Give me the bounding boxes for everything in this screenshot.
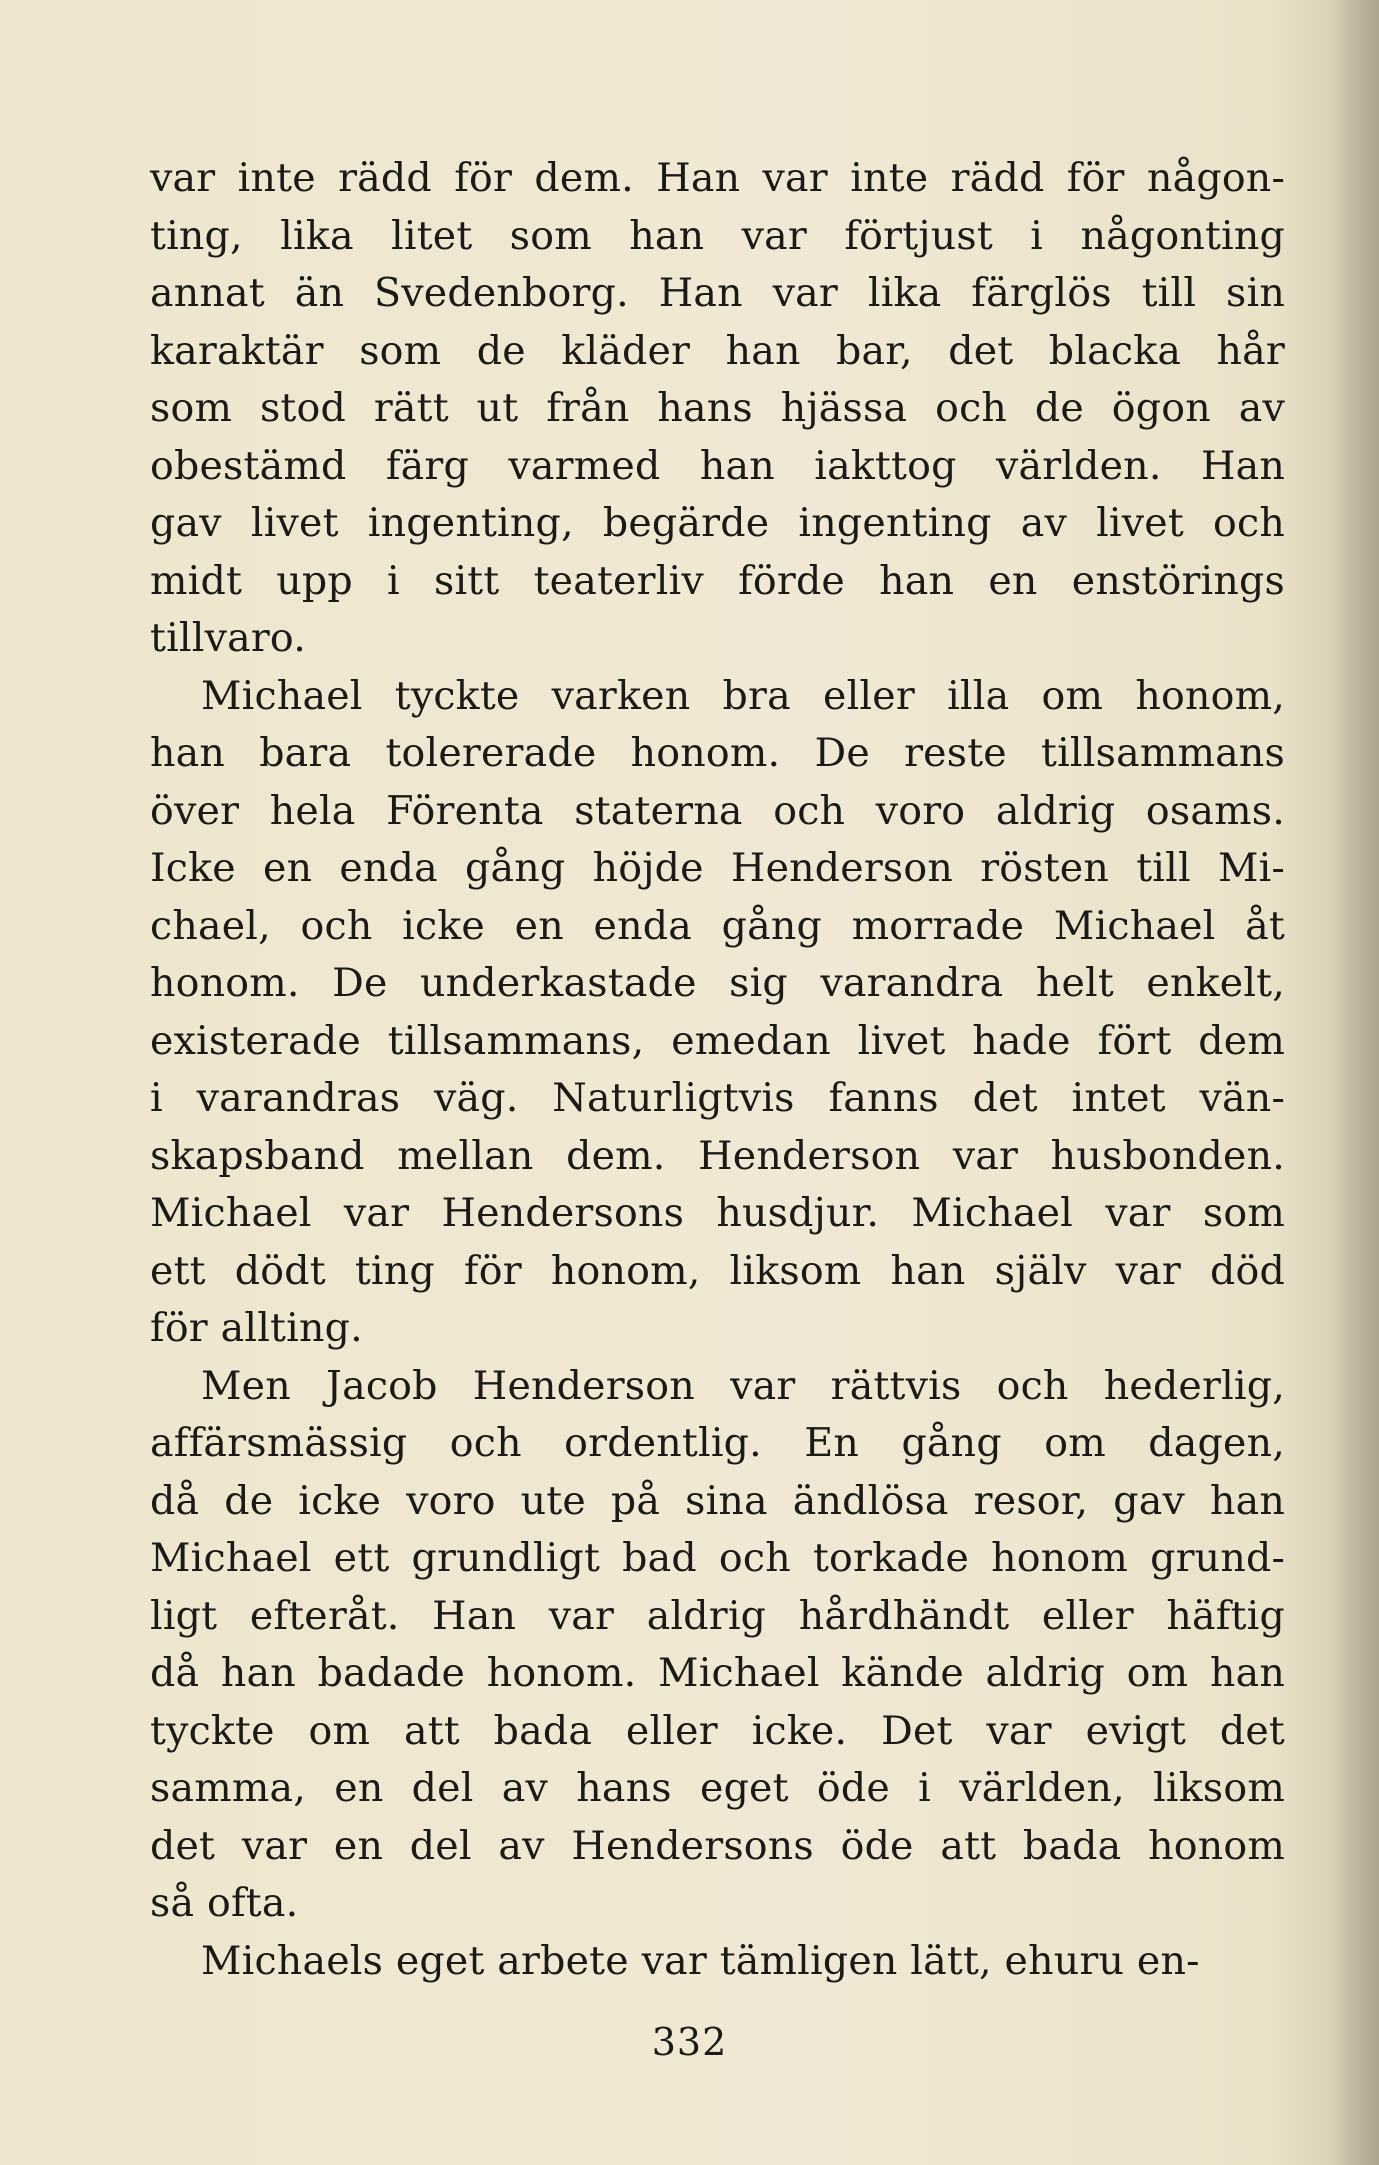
text-line: då de icke voro ute på sina ändlösa resor, gav han <box>150 1477 1285 1524</box>
paragraph <box>150 1358 1285 1933</box>
text-line: ting, lika litet som han var förtjust i någonting <box>150 212 1285 259</box>
text-line: det var en del av Hendersons öde att bada honom <box>150 1822 1285 1869</box>
body-text <box>150 150 1285 1990</box>
text-line: honom. De underkastade sig varandra helt enkelt, <box>150 960 1285 1006</box>
paragraph <box>150 150 1285 668</box>
text-line: i varandras väg. Naturligtvis fanns det intet vän- <box>150 1075 1285 1121</box>
paragraph <box>150 1933 1285 1991</box>
text-line: Michaels eget arbete var tämligen lätt, ehuru en- <box>201 1937 1200 1984</box>
text-line: Michael tyckte varken bra eller illa om honom, <box>201 672 1285 719</box>
text-line: obestämd färg varmed han iakttog världen. Han <box>150 442 1285 489</box>
page-gutter-shadow <box>1331 0 1379 2165</box>
text-line: Men Jacob Henderson var rättvis och hederlig, <box>201 1362 1285 1409</box>
text-line: han bara tolererade honom. De reste tillsammans <box>150 730 1285 776</box>
text-line: för allting. <box>150 1305 363 1351</box>
text-line: annat än Svedenborg. Han var lika färglös till sin <box>150 270 1285 316</box>
text-line: var inte rädd för dem. Han var inte rädd för någon- <box>150 155 1285 201</box>
text-line: existerade tillsammans, emedan livet hade fört dem <box>150 1017 1285 1064</box>
text-line: över hela Förenta staterna och voro aldrig osams. <box>150 787 1285 834</box>
text-line: chael, och icke en enda gång morrade Michael åt <box>150 902 1285 949</box>
text-line: Icke en enda gång höjde Henderson rösten till Mi- <box>150 845 1285 891</box>
text-line: som stod rätt ut från hans hjässa och de ögon av <box>150 385 1285 431</box>
text-line: affärsmässig och ordentlig. En gång om dagen, <box>150 1420 1285 1466</box>
text-line: Michael ett grundligt bad och torkade honom grund- <box>150 1535 1285 1581</box>
page-number: 332 <box>651 2020 728 2064</box>
paragraph <box>150 668 1285 1358</box>
text-line: Michael var Hendersons husdjur. Michael var som <box>150 1190 1285 1236</box>
text-line: tyckte om att bada eller icke. Det var evigt det <box>150 1707 1285 1754</box>
text-line: gav livet ingenting, begärde ingenting av livet och <box>150 500 1285 546</box>
text-line: skapsband mellan dem. Henderson var husbonden. <box>150 1132 1285 1179</box>
text-line: ett dödt ting för honom, liksom han själv var död <box>150 1247 1285 1294</box>
text-line: midt upp i sitt teaterliv förde han en enstörings <box>150 557 1285 604</box>
text-line: då han badade honom. Michael kände aldrig om han <box>150 1650 1285 1696</box>
text-line: tillvaro. <box>150 615 306 661</box>
text-line: ligt efteråt. Han var aldrig hårdhändt eller häftig <box>150 1592 1285 1639</box>
text-line: samma, en del av hans eget öde i världen, liksom <box>150 1765 1285 1811</box>
text-line: karaktär som de kläder han bar, det blacka hår <box>150 327 1285 374</box>
text-line: så ofta. <box>150 1880 299 1926</box>
